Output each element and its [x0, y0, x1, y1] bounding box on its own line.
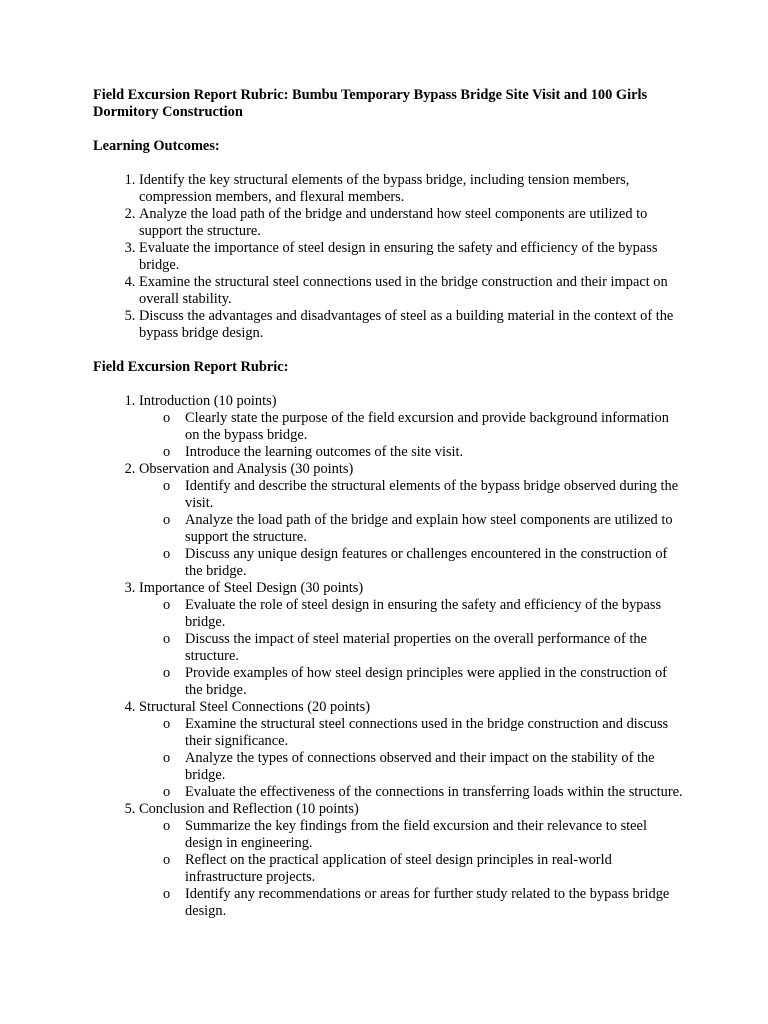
document-page — [93, 87, 683, 937]
rubric-criterion-text: Evaluate the role of steel design in ensuring the safety and efficiency of the bypass bridge. — [185, 597, 662, 630]
rubric-section-title: Conclusion and Reflection (10 points) — [139, 801, 359, 817]
circle-bullet-icon: o — [163, 512, 171, 528]
circle-bullet-icon: o — [163, 716, 171, 732]
rubric-criterion — [163, 784, 683, 801]
circle-bullet-icon: o — [163, 665, 171, 681]
rubric-list — [93, 393, 683, 920]
circle-bullet-icon: o — [163, 444, 171, 460]
learning-outcome-item: 5. Discuss the advantages and disadvantages of steel as a building material in the context of the bypass bridge design. — [139, 308, 683, 342]
rubric-criterion-text: Discuss the impact of steel material properties on the overall performance of the structure. — [185, 631, 647, 664]
rubric-criterion — [163, 631, 683, 665]
rubric-criterion-text: Evaluate the effectiveness of the connections in transferring loads within the structure. — [185, 784, 683, 800]
circle-bullet-icon: o — [163, 886, 171, 902]
learning-outcome-item: 2. Analyze the load path of the bridge and understand how steel components are utilized to support the structure. — [139, 206, 683, 240]
learning-outcomes-heading: Learning Outcomes: — [93, 138, 220, 154]
rubric-criterion — [163, 665, 683, 699]
rubric-section-title: Structural Steel Connections (20 points) — [139, 699, 371, 715]
rubric-criterion-text: Identify and describe the structural elements of the bypass bridge observed during the visit. — [185, 478, 679, 511]
circle-bullet-icon: o — [163, 478, 171, 494]
rubric-criterion — [163, 478, 683, 512]
rubric-section — [139, 580, 683, 699]
rubric-criterion — [163, 546, 683, 580]
rubric-section-title: Importance of Steel Design (30 points) — [139, 580, 364, 596]
rubric-criterion-text: Identify any recommendations or areas for further study related to the bypass bridge design. — [185, 886, 670, 919]
rubric-criterion — [163, 597, 683, 631]
learning-outcomes-list — [93, 172, 683, 342]
rubric-criterion-text: Provide examples of how steel design principles were applied in the construction of the bridge. — [185, 665, 667, 698]
learning-outcome-item: 3. Evaluate the importance of steel design in ensuring the safety and efficiency of the bypass bridge. — [139, 240, 683, 274]
rubric-criterion-text: Reflect on the practical application of steel design principles in real-world infrastructure projects. — [185, 852, 612, 885]
rubric-section-title: Introduction (10 points) — [139, 393, 277, 409]
rubric-criterion-text: Summarize the key findings from the field excursion and their relevance to steel design in engineering. — [185, 818, 647, 851]
learning-outcome-item: 1. Identify the key structural elements of the bypass bridge, including tension members, compression members, and flexural members. — [139, 172, 683, 206]
circle-bullet-icon: o — [163, 784, 171, 800]
rubric-criterion — [163, 444, 683, 461]
rubric-criterion — [163, 410, 683, 444]
rubric-criteria-list — [139, 597, 683, 699]
circle-bullet-icon: o — [163, 631, 171, 647]
rubric-criterion-text: Introduce the learning outcomes of the site visit. — [185, 444, 464, 460]
document-title: Field Excursion Report Rubric: Bumbu Temporary Bypass Bridge Site Visit and 100 Girls Dormitory Construction — [93, 87, 648, 120]
circle-bullet-icon: o — [163, 818, 171, 834]
circle-bullet-icon: o — [163, 852, 171, 868]
learning-outcome-item: 4. Examine the structural steel connections used in the bridge construction and their impact on overall stability. — [139, 274, 683, 308]
rubric-heading: Field Excursion Report Rubric: — [93, 359, 289, 375]
rubric-criterion-text: Analyze the types of connections observed and their impact on the stability of the bridge. — [185, 750, 655, 783]
rubric-criterion-text: Examine the structural steel connections used in the bridge construction and discuss their significance. — [185, 716, 669, 749]
rubric-section — [139, 699, 683, 801]
rubric-criterion — [163, 750, 683, 784]
rubric-section-title: Observation and Analysis (30 points) — [139, 461, 354, 477]
rubric-section — [139, 801, 683, 920]
rubric-criterion — [163, 512, 683, 546]
rubric-criterion — [163, 852, 683, 886]
rubric-criterion-text: Clearly state the purpose of the field excursion and provide background information on the bypass bridge. — [185, 410, 669, 443]
rubric-criteria-list — [139, 716, 683, 801]
rubric-criterion — [163, 818, 683, 852]
rubric-criterion-text: Discuss any unique design features or challenges encountered in the construction of the bridge. — [185, 546, 668, 579]
rubric-criteria-list — [139, 478, 683, 580]
circle-bullet-icon: o — [163, 410, 171, 426]
circle-bullet-icon: o — [163, 597, 171, 613]
rubric-section — [139, 393, 683, 461]
rubric-criteria-list — [139, 818, 683, 920]
rubric-criteria-list — [139, 410, 683, 461]
rubric-criterion-text: Analyze the load path of the bridge and explain how steel components are utilized to support the structure. — [185, 512, 673, 545]
rubric-criterion — [163, 716, 683, 750]
circle-bullet-icon: o — [163, 546, 171, 562]
rubric-criterion — [163, 886, 683, 920]
circle-bullet-icon: o — [163, 750, 171, 766]
rubric-section — [139, 461, 683, 580]
